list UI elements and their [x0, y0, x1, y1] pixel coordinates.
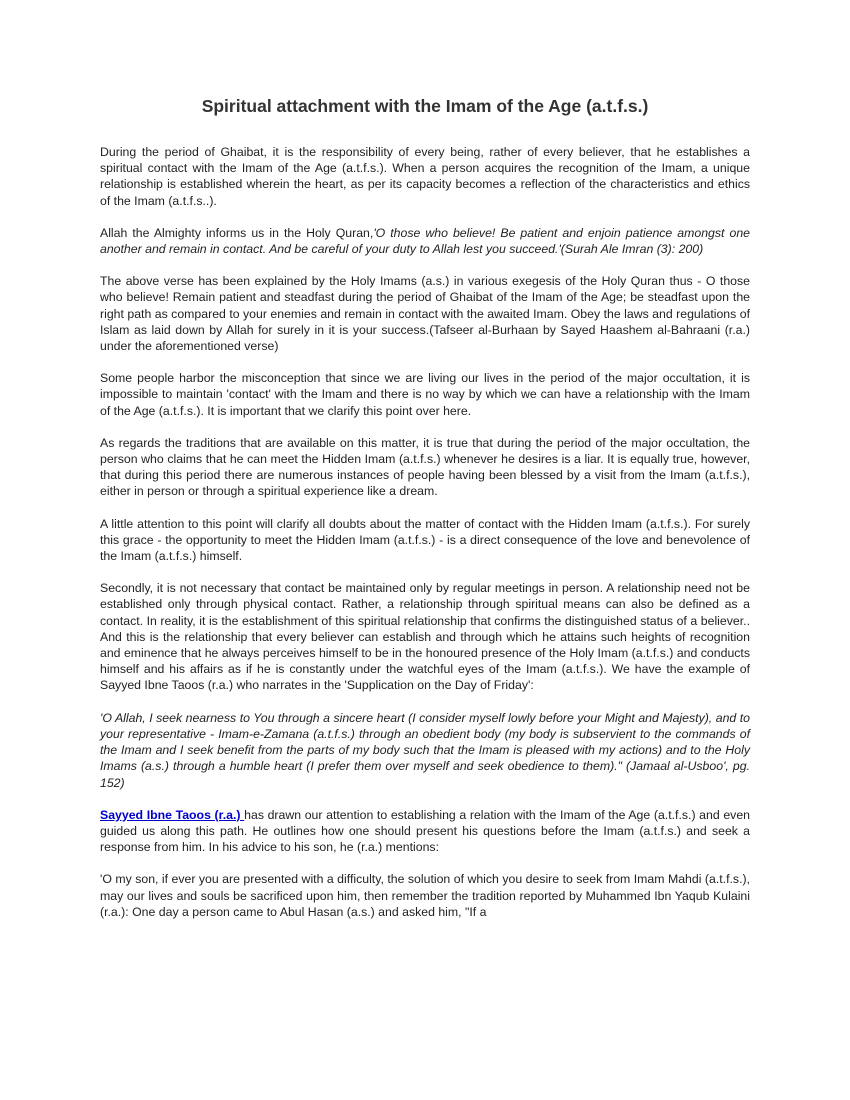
- paragraph-supplication-quote: 'O Allah, I seek nearness to You through a sincere heart (I consider myself lowly before your Might and Majesty), and to your representative - Imam-e-Zamana (a.t.f.s.) through an obedient body (my body is subservient to the commands of the Imam and I seek benefit from the parts of my body such that the Imam is pleased with my actions) and to the Holy Imams (a.s.) through a humble heart (I prefer them over myself and seek obedience to them)." (Jamaal al-Usboo', pg. 152): [100, 710, 750, 790]
- paragraph-ghaibat-responsibility: During the period of Ghaibat, it is the responsibility of every being, rather of every believer, that he establishes a spiritual contact with the Imam of the Age (a.t.f.s.). When a person acquires the recognition of the Imam, a unique relationship is established wherein the heart, as per its capacity becomes a reflection of the characteristics and ethics of the Imam (a.t.f.s..).: [100, 145, 750, 208]
- paragraph-ibne-taoos: [100, 807, 750, 856]
- paragraph-spiritual-relationship: Secondly, it is not necessary that contact be maintained only by regular meetings in person. A relationship need not be established only through physical contact. Rather, a relationship through spiritual means can also be defined as a contact. In reality, it is the establishment of this spiritual relationship that confirms the distinguished status of a believer.. And this is the relationship that every believer can establish and through which he attains such heights of recognition and eminence that he always perceives himself to be in the honoured presence of the Holy Imam (a.t.f.s.) and conducts himself and his affairs as if he is constantly under the watchful eyes of the Imam (a.t.f.s.). We have the example of Sayyed Ibne Taoos (r.a.) who narrates in the 'Supplication on the Day of Friday':: [100, 581, 750, 693]
- verse-lead-text: Allah the Almighty informs us in the Holy Quran,: [100, 225, 374, 240]
- page-title: Spiritual attachment with the Imam of the Age (a.t.f.s.): [201, 96, 649, 116]
- ibne-taoos-link[interactable]: Sayyed Ibne Taoos (r.a.): [100, 807, 245, 822]
- paragraph-verse-explanation: The above verse has been explained by the Holy Imams (a.s.) in various exegesis of the Holy Quran thus - O those who believe! Remain patient and steadfast during the period of Ghaibat of the Imam of the Age; be steadfast upon the right path as compared to your enemies and remain in contact with the awaited Imam. Obey the laws and regulations of Islam as laid down by Allah for surely in it is your success.(Tafseer al-Burhaan by Sayed Haashem al-Bahraani (r.a.) under the aforementioned verse): [100, 274, 750, 354]
- ibne-taoos-text: has drawn our attention to establishing a relation with the Imam of the Age (a.t.f.s.) and even guided us along this path. He outlines how one should present his questions before the Imam (a.t.f.s.) and seek a response from him. In his advice to his son, he (r.a.) mentions:: [100, 807, 750, 855]
- verse-reference: (Surah Ale Imran (3): 200): [560, 242, 704, 257]
- paragraph-misconception: Some people harbor the misconception that since we are living our lives in the period of the major occultation, it is impossible to maintain 'contact' with the Imam and there is no way by which we can have a relationship with the Imam of the Age (a.t.f.s.). It is important that we clarify this point over here.: [100, 371, 750, 418]
- paragraph-contact-clarification: A little attention to this point will clarify all doubts about the matter of contact with the Hidden Imam (a.t.f.s.). For surely this grace - the opportunity to meet the Hidden Imam (a.t.f.s.) - is a direct consequence of the love and benevolence of the Imam (a.t.f.s.) himself.: [100, 516, 750, 564]
- paragraph-advice-to-son: 'O my son, if ever you are presented with a difficulty, the solution of which you desire to seek from Imam Mahdi (a.t.f.s.), may our lives and souls be sacrificed upon him, then remember the tradition reported by Muhammed Ibn Yaqub Kulaini (r.a.): One day a person came to Abul Hasan (a.s.) and asked him, "If a: [100, 872, 750, 919]
- document-page: [100, 96, 750, 936]
- paragraph-traditions: As regards the traditions that are available on this matter, it is true that during the period of the major occultation, the person who claims that he can meet the Hidden Imam (a.t.f.s.) whenever he desires is a liar. It is equally true, however, that during this period there are numerous instances of people having been blessed by a visit from the Imam (a.t.f.s.), either in person or through a spiritual experience like a dream.: [100, 435, 750, 499]
- paragraph-quran-verse: [100, 225, 750, 257]
- verse-quote: 'O those who believe! Be patient and enjoin patience amongst one another and remain in contact. And be careful of your duty to Allah lest you succeed.': [100, 225, 751, 257]
